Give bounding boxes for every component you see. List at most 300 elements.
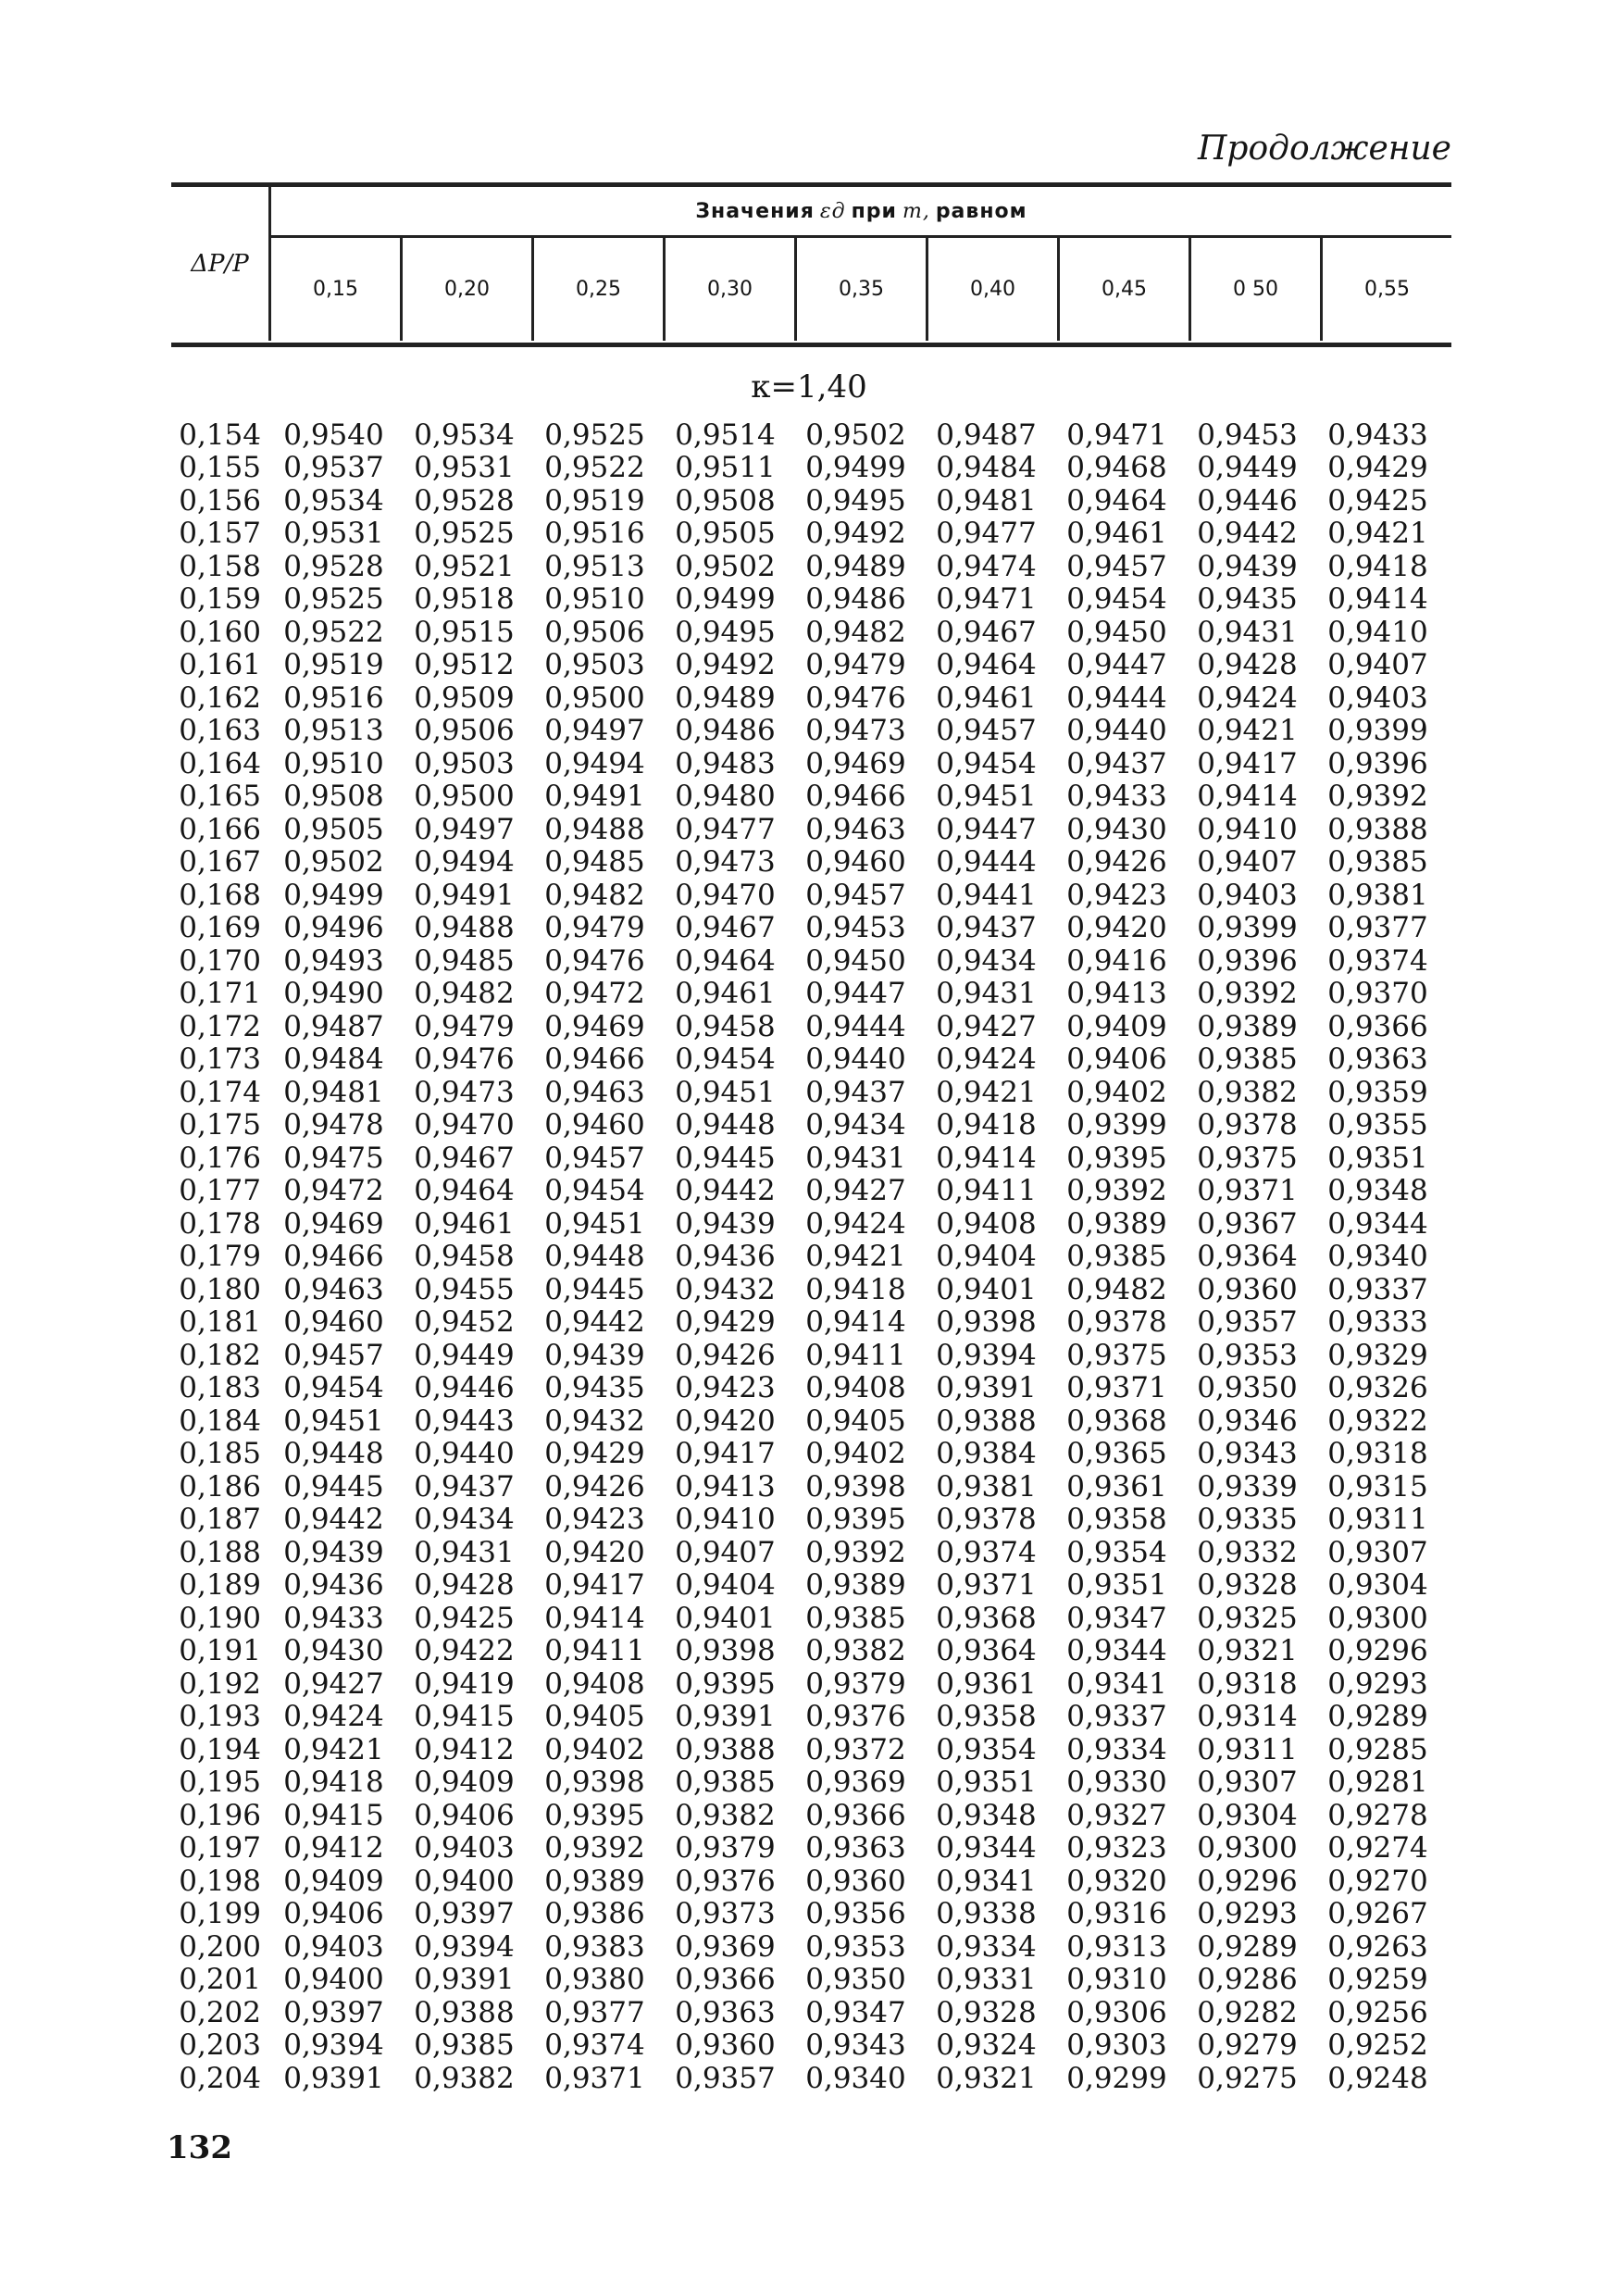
value-cell: 0,9439: [1197, 549, 1298, 583]
value-cell: 0,9540: [283, 418, 384, 452]
value-cell: 0,9421: [283, 1732, 384, 1766]
value-cell: 0,9289: [1197, 1929, 1298, 1964]
value-cell: 0,9519: [283, 648, 384, 682]
value-cell: 0,9437: [805, 1075, 906, 1109]
value-cell: 0,9460: [805, 845, 906, 880]
value-cell: 0,9364: [936, 1634, 1037, 1668]
value-cell: 0,9392: [805, 1535, 906, 1569]
value-cell: 0,9388: [936, 1404, 1037, 1438]
value-cell: 0,9486: [805, 582, 906, 617]
value-cell: 0,9470: [414, 1108, 515, 1142]
value-cell: 0,9358: [936, 1700, 1037, 1734]
row-key-cell: 0,200: [179, 1929, 261, 1964]
value-cell: 0,9285: [1327, 1732, 1428, 1766]
value-cell: 0,9522: [283, 615, 384, 649]
value-cell: 0,9451: [544, 1206, 645, 1241]
value-cell: 0,9403: [1327, 680, 1428, 715]
row-key-cell: 0,161: [179, 648, 261, 682]
value-cell: 0,9364: [1197, 1240, 1298, 1274]
value-cell: 0,9404: [675, 1568, 776, 1603]
value-cell: 0,9441: [936, 878, 1037, 912]
value-cell: 0,9353: [805, 1929, 906, 1964]
value-cell: 0,9499: [805, 451, 906, 485]
value-cell: 0,9278: [1327, 1798, 1428, 1832]
value-cell: 0,9461: [414, 1206, 515, 1241]
value-cell: 0,9344: [1327, 1206, 1428, 1241]
row-key-cell: 0,155: [179, 451, 261, 485]
value-cell: 0,9464: [675, 943, 776, 978]
value-cell: 0,9388: [675, 1732, 776, 1766]
value-cell: 0,9436: [675, 1240, 776, 1274]
value-cell: 0,9378: [1197, 1108, 1298, 1142]
table-row: [171, 1142, 1451, 1175]
value-cell: 0,9513: [544, 549, 645, 583]
row-key-cell: 0,180: [179, 1272, 261, 1306]
value-cell: 0,9477: [936, 517, 1037, 551]
value-cell: 0,9525: [414, 517, 515, 551]
value-cell: 0,9407: [1197, 845, 1298, 880]
value-cell: 0,9318: [1327, 1437, 1428, 1471]
value-cell: 0,9415: [414, 1700, 515, 1734]
value-cell: 0,9472: [283, 1174, 384, 1208]
value-cell: 0,9377: [1327, 911, 1428, 945]
table-row: [171, 1569, 1451, 1603]
value-cell: 0,9304: [1327, 1568, 1428, 1603]
value-cell: 0,9331: [936, 1963, 1037, 1997]
table-row: [171, 583, 1451, 617]
value-cell: 0,9496: [283, 911, 384, 945]
value-cell: 0,9341: [936, 1864, 1037, 1898]
value-cell: 0,9513: [283, 714, 384, 748]
value-cell: 0,9499: [283, 878, 384, 912]
value-cell: 0,9412: [283, 1831, 384, 1866]
value-cell: 0,9360: [1197, 1272, 1298, 1306]
value-cell: 0,9466: [544, 1042, 645, 1077]
table-row: [171, 1865, 1451, 1898]
value-cell: 0,9514: [675, 418, 776, 452]
value-cell: 0,9431: [936, 977, 1037, 1011]
value-cell: 0,9382: [805, 1634, 906, 1668]
table-row: [171, 1109, 1451, 1142]
value-cell: 0,9406: [1066, 1042, 1167, 1077]
value-cell: 0,9411: [805, 1338, 906, 1372]
value-cell: 0,9392: [1197, 977, 1298, 1011]
value-cell: 0,9510: [544, 582, 645, 617]
row-key-cell: 0,163: [179, 714, 261, 748]
value-cell: 0,9293: [1197, 1897, 1298, 1931]
value-cell: 0,9347: [1066, 1601, 1167, 1635]
value-cell: 0,9469: [283, 1206, 384, 1241]
table-row: [171, 484, 1451, 518]
value-cell: 0,9432: [675, 1272, 776, 1306]
value-cell: 0,9281: [1327, 1766, 1428, 1800]
value-cell: 0,9442: [675, 1174, 776, 1208]
value-cell: 0,9426: [544, 1469, 645, 1504]
table-body: [171, 418, 1451, 2095]
value-cell: 0,9391: [675, 1700, 776, 1734]
value-cell: 0,9451: [283, 1404, 384, 1438]
value-cell: 0,9389: [805, 1568, 906, 1603]
value-cell: 0,9395: [544, 1798, 645, 1832]
value-cell: 0,9466: [805, 780, 906, 814]
value-cell: 0,9502: [283, 845, 384, 880]
value-cell: 0,9454: [675, 1042, 776, 1077]
value-cell: 0,9289: [1327, 1700, 1428, 1734]
value-cell: 0,9340: [805, 2061, 906, 2095]
value-cell: 0,9500: [544, 680, 645, 715]
table-row: [171, 452, 1451, 485]
value-cell: 0,9528: [414, 483, 515, 518]
value-cell: 0,9363: [805, 1831, 906, 1866]
table-row: [171, 2062, 1451, 2095]
row-key-cell: 0,190: [179, 1601, 261, 1635]
row-key-cell: 0,193: [179, 1700, 261, 1734]
value-cell: 0,9397: [283, 1995, 384, 2029]
value-cell: 0,9259: [1327, 1963, 1428, 1997]
value-cell: 0,9360: [805, 1864, 906, 1898]
table-row: [171, 1043, 1451, 1077]
value-cell: 0,9279: [1197, 2028, 1298, 2063]
row-key-cell: 0,194: [179, 1732, 261, 1766]
row-key-cell: 0,181: [179, 1305, 261, 1340]
value-cell: 0,9421: [805, 1240, 906, 1274]
value-cell: 0,9411: [544, 1634, 645, 1668]
value-cell: 0,9521: [414, 549, 515, 583]
value-cell: 0,9463: [544, 1075, 645, 1109]
table-row: [171, 681, 1451, 715]
value-cell: 0,9455: [414, 1272, 515, 1306]
value-cell: 0,9534: [414, 418, 515, 452]
value-cell: 0,9448: [283, 1437, 384, 1471]
value-cell: 0,9366: [675, 1963, 776, 1997]
table-row: [171, 1504, 1451, 1537]
value-cell: 0,9418: [805, 1272, 906, 1306]
value-cell: 0,9489: [675, 680, 776, 715]
value-cell: 0,9404: [936, 1240, 1037, 1274]
value-cell: 0,9354: [1066, 1535, 1167, 1569]
row-key-cell: 0,178: [179, 1206, 261, 1241]
value-cell: 0,9399: [1327, 714, 1428, 748]
value-cell: 0,9435: [544, 1371, 645, 1405]
column-header: 0,25: [531, 238, 663, 341]
value-cell: 0,9359: [1327, 1075, 1428, 1109]
value-cell: 0,9518: [414, 582, 515, 617]
table-row: [171, 1470, 1451, 1504]
row-key-cell: 0,158: [179, 549, 261, 583]
row-key-cell: 0,197: [179, 1831, 261, 1866]
value-cell: 0,9482: [544, 878, 645, 912]
row-key-cell: 0,157: [179, 517, 261, 551]
table-row: [171, 1175, 1451, 1208]
value-cell: 0,9458: [675, 1009, 776, 1043]
value-cell: 0,9486: [675, 714, 776, 748]
value-cell: 0,9469: [544, 1009, 645, 1043]
value-cell: 0,9464: [936, 648, 1037, 682]
value-cell: 0,9411: [936, 1174, 1037, 1208]
value-cell: 0,9410: [1197, 812, 1298, 846]
value-cell: 0,9366: [805, 1798, 906, 1832]
table-row: [171, 1076, 1451, 1109]
value-cell: 0,9385: [414, 2028, 515, 2063]
value-cell: 0,9337: [1327, 1272, 1428, 1306]
value-cell: 0,9464: [414, 1174, 515, 1208]
value-cell: 0,9386: [544, 1897, 645, 1931]
value-cell: 0,9490: [283, 977, 384, 1011]
value-cell: 0,9324: [936, 2028, 1037, 2063]
column-header: 0,45: [1057, 238, 1189, 341]
value-cell: 0,9414: [805, 1305, 906, 1340]
value-cell: 0,9424: [283, 1700, 384, 1734]
value-cell: 0,9421: [1327, 517, 1428, 551]
value-cell: 0,9453: [1197, 418, 1298, 452]
value-cell: 0,9484: [283, 1042, 384, 1077]
value-cell: 0,9457: [283, 1338, 384, 1372]
value-cell: 0,9467: [414, 1141, 515, 1175]
value-cell: 0,9431: [1197, 615, 1298, 649]
page-number: 132: [167, 2129, 232, 2166]
value-cell: 0,9522: [544, 451, 645, 485]
value-cell: 0,9468: [1066, 451, 1167, 485]
value-cell: 0,9412: [414, 1732, 515, 1766]
value-cell: 0,9444: [805, 1009, 906, 1043]
value-cell: 0,9450: [1066, 615, 1167, 649]
value-cell: 0,9483: [675, 746, 776, 780]
row-key-cell: 0,199: [179, 1897, 261, 1931]
value-cell: 0,9421: [1197, 714, 1298, 748]
value-cell: 0,9405: [544, 1700, 645, 1734]
value-cell: 0,9347: [805, 1995, 906, 2029]
value-cell: 0,9454: [936, 746, 1037, 780]
value-cell: 0,9395: [675, 1666, 776, 1701]
value-cell: 0,9418: [1327, 549, 1428, 583]
value-cell: 0,9489: [805, 549, 906, 583]
value-cell: 0,9423: [544, 1503, 645, 1537]
row-key-cell: 0,172: [179, 1009, 261, 1043]
value-cell: 0,9481: [283, 1075, 384, 1109]
value-cell: 0,9420: [1066, 911, 1167, 945]
table-row: [171, 1010, 1451, 1043]
value-cell: 0,9427: [805, 1174, 906, 1208]
row-key-cell: 0,173: [179, 1042, 261, 1077]
value-cell: 0,9471: [1066, 418, 1167, 452]
value-cell: 0,9408: [805, 1371, 906, 1405]
value-cell: 0,9248: [1327, 2061, 1428, 2095]
value-cell: 0,9382: [414, 2061, 515, 2095]
value-cell: 0,9396: [1197, 943, 1298, 978]
table-row: [171, 715, 1451, 748]
value-cell: 0,9484: [936, 451, 1037, 485]
value-cell: 0,9425: [1327, 483, 1428, 518]
value-cell: 0,9376: [805, 1700, 906, 1734]
value-cell: 0,9413: [675, 1469, 776, 1504]
value-cell: 0,9457: [1066, 549, 1167, 583]
table-row: [171, 649, 1451, 682]
value-cell: 0,9371: [1197, 1174, 1298, 1208]
value-cell: 0,9274: [1327, 1831, 1428, 1866]
value-cell: 0,9431: [414, 1535, 515, 1569]
value-cell: 0,9426: [1066, 845, 1167, 880]
value-cell: 0,9321: [936, 2061, 1037, 2095]
value-cell: 0,9367: [1197, 1206, 1298, 1241]
table-row: [171, 1996, 1451, 2029]
value-cell: 0,9392: [1066, 1174, 1167, 1208]
value-cell: 0,9482: [414, 977, 515, 1011]
value-cell: 0,9516: [544, 517, 645, 551]
value-cell: 0,9405: [805, 1404, 906, 1438]
value-cell: 0,9450: [805, 943, 906, 978]
value-cell: 0,9460: [544, 1108, 645, 1142]
value-cell: 0,9500: [414, 780, 515, 814]
value-cell: 0,9418: [936, 1108, 1037, 1142]
value-cell: 0,9428: [414, 1568, 515, 1603]
value-cell: 0,9447: [1066, 648, 1167, 682]
table-row: [171, 780, 1451, 814]
value-cell: 0,9361: [1066, 1469, 1167, 1504]
row-key-cell: 0,182: [179, 1338, 261, 1372]
column-header: 0,30: [663, 238, 794, 341]
value-cell: 0,9403: [1197, 878, 1298, 912]
value-cell: 0,9448: [675, 1108, 776, 1142]
value-cell: 0,9505: [283, 812, 384, 846]
value-cell: 0,9401: [675, 1601, 776, 1635]
group-header-pre: Значения: [695, 199, 815, 223]
value-cell: 0,9350: [1197, 1371, 1298, 1405]
value-cell: 0,9463: [805, 812, 906, 846]
row-key-cell: 0,154: [179, 418, 261, 452]
value-cell: 0,9424: [936, 1042, 1037, 1077]
value-cell: 0,9425: [414, 1601, 515, 1635]
table-row: [171, 1733, 1451, 1766]
table-row: [171, 418, 1451, 452]
value-cell: 0,9461: [1066, 517, 1167, 551]
table-row: [171, 1273, 1451, 1306]
value-cell: 0,9492: [805, 517, 906, 551]
value-cell: 0,9439: [544, 1338, 645, 1372]
value-cell: 0,9429: [1327, 451, 1428, 485]
value-cell: 0,9447: [936, 812, 1037, 846]
value-cell: 0,9398: [805, 1469, 906, 1504]
table-row: [171, 1339, 1451, 1372]
value-cell: 0,9451: [936, 780, 1037, 814]
value-cell: 0,9525: [544, 418, 645, 452]
value-cell: 0,9409: [414, 1766, 515, 1800]
value-cell: 0,9414: [544, 1601, 645, 1635]
value-cell: 0,9421: [936, 1075, 1037, 1109]
value-cell: 0,9343: [805, 2028, 906, 2063]
value-cell: 0,9437: [414, 1469, 515, 1504]
value-cell: 0,9369: [675, 1929, 776, 1964]
table-row: [171, 1766, 1451, 1800]
value-cell: 0,9377: [544, 1995, 645, 2029]
value-cell: 0,9340: [1327, 1240, 1428, 1274]
table-row: [171, 846, 1451, 880]
value-cell: 0,9453: [805, 911, 906, 945]
value-cell: 0,9389: [1066, 1206, 1167, 1241]
row-key-cell: 0,176: [179, 1141, 261, 1175]
table-row: [171, 616, 1451, 649]
value-cell: 0,9396: [1327, 746, 1428, 780]
row-key-cell: 0,162: [179, 680, 261, 715]
value-cell: 0,9537: [283, 451, 384, 485]
value-cell: 0,9476: [414, 1042, 515, 1077]
row-key-cell: 0,201: [179, 1963, 261, 1997]
row-key-cell: 0,196: [179, 1798, 261, 1832]
row-key-cell: 0,185: [179, 1437, 261, 1471]
value-cell: 0,9487: [936, 418, 1037, 452]
value-cell: 0,9449: [1197, 451, 1298, 485]
value-cell: 0,9414: [1197, 780, 1298, 814]
value-cell: 0,9477: [675, 812, 776, 846]
value-cell: 0,9434: [936, 943, 1037, 978]
value-cell: 0,9471: [936, 582, 1037, 617]
value-cell: 0,9414: [1327, 582, 1428, 617]
value-cell: 0,9399: [1197, 911, 1298, 945]
table-row: [171, 550, 1451, 583]
value-cell: 0,9420: [544, 1535, 645, 1569]
table-row: [171, 2029, 1451, 2063]
value-cell: 0,9463: [283, 1272, 384, 1306]
value-cell: 0,9470: [675, 878, 776, 912]
value-cell: 0,9355: [1327, 1108, 1428, 1142]
table-row: [171, 1404, 1451, 1438]
value-cell: 0,9482: [1066, 1272, 1167, 1306]
value-cell: 0,9478: [283, 1108, 384, 1142]
value-cell: 0,9375: [1066, 1338, 1167, 1372]
value-cell: 0,9506: [414, 714, 515, 748]
value-cell: 0,9531: [283, 517, 384, 551]
value-cell: 0,9488: [544, 812, 645, 846]
value-cell: 0,9408: [544, 1666, 645, 1701]
value-cell: 0,9328: [936, 1995, 1037, 2029]
value-cell: 0,9430: [283, 1634, 384, 1668]
row-key-cell: 0,174: [179, 1075, 261, 1109]
value-cell: 0,9310: [1066, 1963, 1167, 1997]
value-cell: 0,9270: [1327, 1864, 1428, 1898]
row-key-cell: 0,165: [179, 780, 261, 814]
value-cell: 0,9475: [283, 1141, 384, 1175]
table-header-bottom-rule: [171, 343, 1451, 347]
group-header-symbol: εд: [819, 199, 846, 223]
value-cell: 0,9436: [283, 1568, 384, 1603]
table-row: [171, 1930, 1451, 1964]
value-cell: 0,9409: [283, 1864, 384, 1898]
value-cell: 0,9363: [1327, 1042, 1428, 1077]
value-cell: 0,9357: [675, 2061, 776, 2095]
group-header-var: m,: [902, 199, 930, 223]
table-row: [171, 1207, 1451, 1241]
column-header: 0,40: [926, 238, 1057, 341]
value-cell: 0,9402: [1066, 1075, 1167, 1109]
value-cell: 0,9337: [1066, 1700, 1167, 1734]
value-cell: 0,9417: [675, 1437, 776, 1471]
value-cell: 0,9499: [675, 582, 776, 617]
value-cell: 0,9466: [283, 1240, 384, 1274]
value-cell: 0,9485: [414, 943, 515, 978]
value-cell: 0,9296: [1197, 1864, 1298, 1898]
row-key-cell: 0,177: [179, 1174, 261, 1208]
value-cell: 0,9394: [936, 1338, 1037, 1372]
value-cell: 0,9334: [936, 1929, 1037, 1964]
value-cell: 0,9476: [544, 943, 645, 978]
table-row: [171, 912, 1451, 945]
continued-label: Продолжение: [1198, 130, 1451, 168]
value-cell: 0,9306: [1066, 1995, 1167, 2029]
value-cell: 0,9476: [805, 680, 906, 715]
value-cell: 0,9433: [1327, 418, 1428, 452]
value-cell: 0,9388: [414, 1995, 515, 2029]
table-row: [171, 879, 1451, 912]
row-key-cell: 0,195: [179, 1766, 261, 1800]
